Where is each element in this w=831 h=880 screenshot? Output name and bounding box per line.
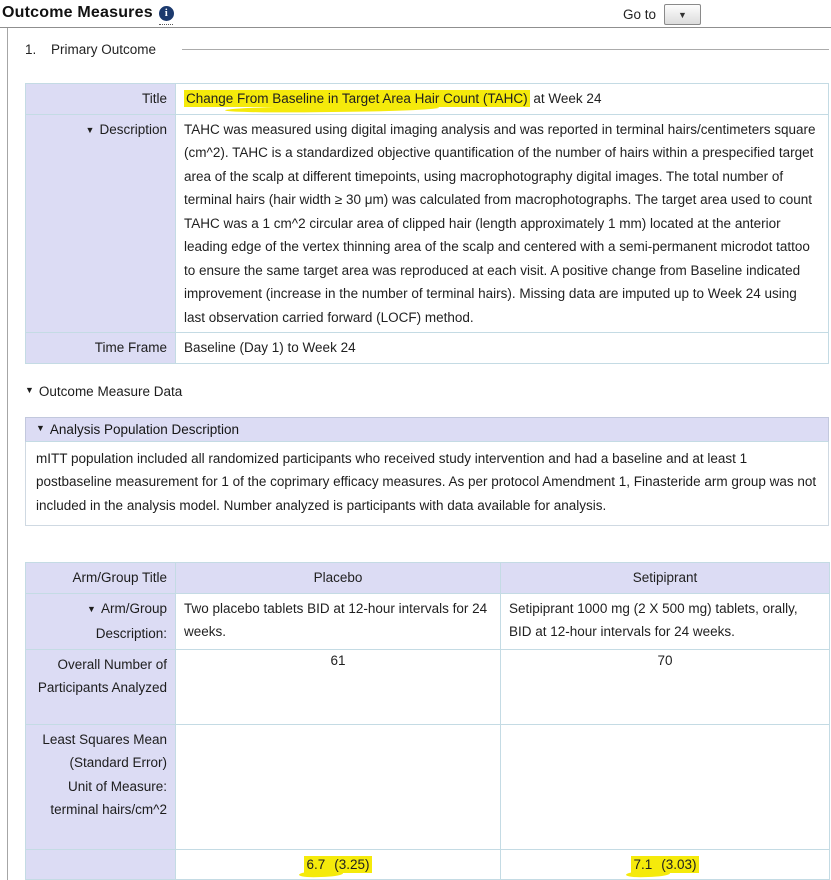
info-icon[interactable]: i <box>159 6 174 21</box>
table-row <box>26 724 830 849</box>
arm-description-setipiprant: Setipiprant 1000 mg (2 X 500 mg) tablets, orally, BID at 12-hour intervals for 24 weeks. <box>501 593 830 649</box>
description-label-cell <box>26 114 176 333</box>
table-row <box>26 849 830 879</box>
arm-group-description-label: Arm/Group Description: <box>95 600 167 641</box>
collapse-arrow-icon[interactable]: ▼ <box>87 603 96 614</box>
collapse-arrow-icon[interactable]: ▼ <box>85 124 95 135</box>
collapse-arrow-icon[interactable]: ▼ <box>36 423 45 433</box>
empty-label-cell <box>26 849 176 879</box>
participants-analyzed-placebo: 61 <box>176 649 501 724</box>
measure-label-cell <box>26 724 176 849</box>
table-row <box>26 563 830 594</box>
chevron-down-icon: ▼ <box>678 9 687 20</box>
highlighted-result-setipiprant <box>631 856 698 873</box>
arm-group-title-label: Arm/Group Title <box>26 563 176 594</box>
section-number: 1. <box>25 42 37 57</box>
section-heading <box>25 42 829 57</box>
result-value-setipiprant-cell <box>501 849 830 879</box>
description-label: Description <box>99 121 167 137</box>
section-rule <box>182 49 829 50</box>
empty-cell <box>176 724 501 849</box>
title-label: Title <box>26 84 176 115</box>
outcome-measure-data-heading <box>25 384 829 399</box>
analysis-population-box <box>25 417 829 527</box>
analysis-population-text: mITT population included all randomized participants who received study intervention and had a baseline and at least 1 postbaseline measurement for 1 of the coprimary efficacy measures. As per protocol Amendment 1, Finasteride arm group was not included in the analysis model. Number analyzed is participants with data available for analysis. <box>25 442 829 527</box>
table-row <box>26 114 829 333</box>
table-row <box>26 649 830 724</box>
overall-participants-label: Overall Number of Participants Analyzed <box>26 649 176 724</box>
analysis-population-label: Analysis Population Description <box>49 421 240 437</box>
page-title: Outcome Measures <box>2 4 153 21</box>
outcome-definition-table <box>25 83 829 364</box>
arm-title-setipiprant: Setipiprant <box>501 563 830 594</box>
highlighted-result-placebo <box>304 856 371 873</box>
collapse-arrow-icon[interactable]: ▼ <box>25 385 34 395</box>
measure-type-label: Least Squares Mean (Standard Error) <box>42 731 167 770</box>
mean-value-placebo: 6.7 <box>306 856 326 872</box>
arm-group-data-table <box>25 562 830 880</box>
header-bar <box>0 0 831 27</box>
primary-outcome-section <box>7 28 831 880</box>
table-row <box>26 593 830 649</box>
arm-group-description-label-cell <box>26 593 176 649</box>
empty-cell <box>501 724 830 849</box>
unit-of-measure-label: Unit of Measure: terminal hairs/cm^2 <box>50 778 167 817</box>
mean-value-setipiprant: 7.1 <box>633 856 653 872</box>
table-row <box>26 84 829 115</box>
standard-error-setipiprant: (3.03) <box>661 856 697 872</box>
time-frame-label: Time Frame <box>26 333 176 364</box>
section-title: Primary Outcome <box>51 42 157 57</box>
standard-error-placebo: (3.25) <box>334 856 370 872</box>
description-text: TAHC was measured using digital imaging analysis and was reported in terminal hairs/centimeters square (cm^2). TAHC is a standardized objective quantification of the number of hairs within a prespecified target area of the scalp at different timepoints, using macrophotography digital images. The total number of terminal hairs (hair width ≥ 30 μm) was calculated from macrophotographs. The target area used to count TAHC was a 1 cm^2 circular area of clipped hair (length approximately 1 mm) located at the anterior leading edge of the vertex thinning area of the scalp and centered with a semi-permanent microdot tattoo to ensure the same target area was reproduced at each visit. A positive change from Baseline indicated improvement (increase in the number of terminal hairs). Missing data are imputed up to Week 24 using last observation carried forward (LOCF) method. <box>176 114 829 333</box>
time-frame-value: Baseline (Day 1) to Week 24 <box>176 333 829 364</box>
highlighted-title-text: Change From Baseline in Target Area Hair Count (TAHC) <box>186 91 528 107</box>
analysis-population-header <box>25 417 829 442</box>
outcome-measure-data-label: Outcome Measure Data <box>38 383 183 399</box>
title-rest-text: at Week 24 <box>529 91 602 107</box>
goto-label: Go to <box>622 7 656 22</box>
arm-title-placebo: Placebo <box>176 563 501 594</box>
arm-description-placebo: Two placebo tablets BID at 12-hour intervals for 24 weeks. <box>176 593 501 649</box>
participants-analyzed-setipiprant: 70 <box>501 649 830 724</box>
goto-dropdown-button[interactable] <box>664 4 701 25</box>
table-row <box>26 333 829 364</box>
result-value-placebo-cell <box>176 849 501 879</box>
title-value <box>176 84 829 115</box>
